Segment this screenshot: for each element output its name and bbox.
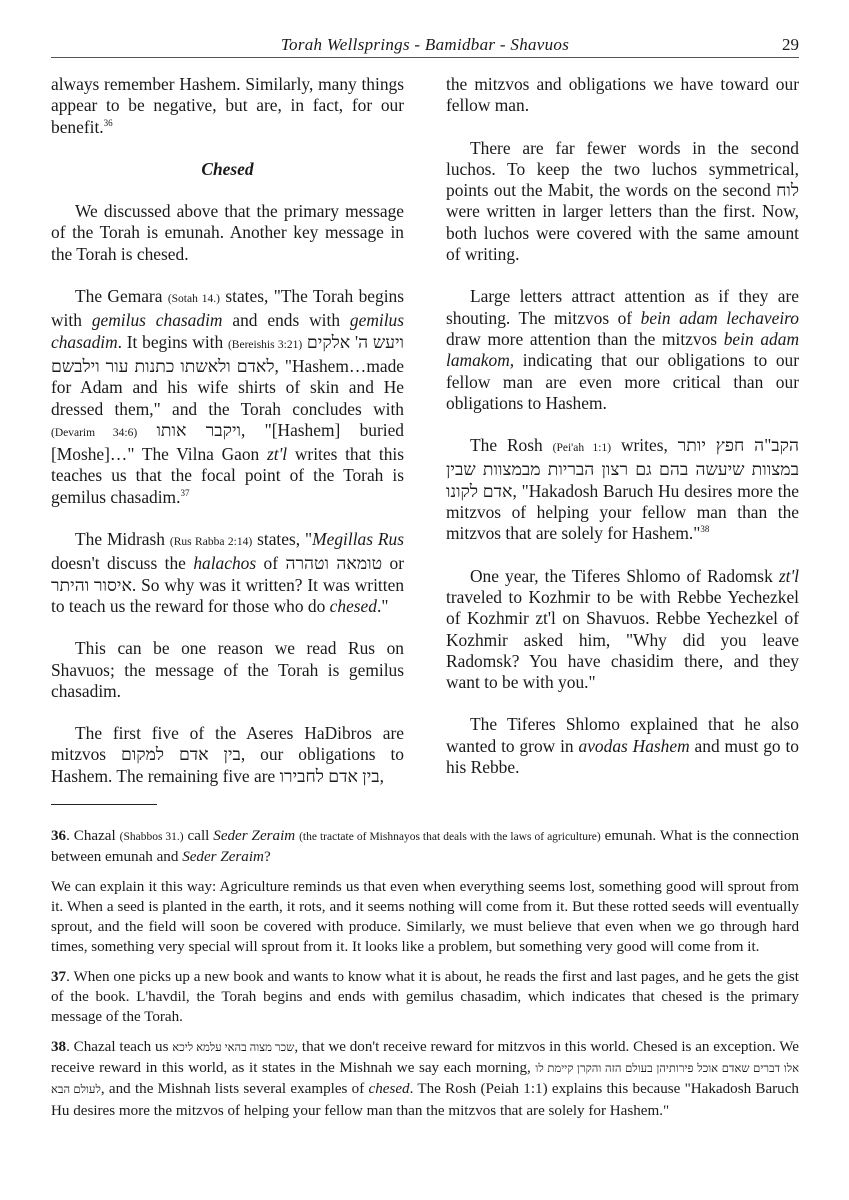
term: Seder Zeraim bbox=[182, 849, 264, 866]
term: halachos bbox=[193, 553, 257, 574]
paragraph: There are far fewer words in the second luchos. To keep the two luchos symmetrical, points out the Mabit, the words on the second לוח were written in larger letters than the first. Now, both luchos were covered with the same amount of writing. bbox=[446, 137, 799, 265]
text: emunah. What is the connection between emunah and bbox=[51, 828, 799, 866]
text: The Gemara bbox=[75, 286, 168, 307]
text: The Midrash bbox=[75, 529, 170, 550]
footnote-ref: 37 bbox=[180, 487, 190, 498]
paragraph bbox=[51, 286, 404, 508]
term: bein adam lamakom, bbox=[446, 328, 800, 371]
footnote-ref: 36 bbox=[103, 117, 113, 128]
text: , and the Mishnah lists several examples of bbox=[100, 1081, 369, 1098]
term: gemilus chasadim bbox=[51, 310, 405, 352]
text: The Tiferes Shlomo explained that he also wanted to grow in bbox=[446, 714, 799, 756]
text: . It begins with bbox=[117, 331, 228, 352]
footnote-ref: 38 bbox=[700, 524, 710, 535]
text: ויעש ה' אלקים לאדם ולאשתו כתנות עור וילבשם, "Hashem…made for Adam and his wife shirts of skin and He dressed them," and the Torah concludes with bbox=[51, 331, 404, 419]
source-ref: (Shabbos 31.) bbox=[119, 831, 184, 843]
paragraph bbox=[446, 714, 799, 778]
text: and must go to his Rebbe. bbox=[446, 735, 799, 778]
text: ויקבר אותו, "[Hashem] buried [Moshe]…" The Vilna Gaon bbox=[51, 419, 405, 465]
paragraph: This can be one reason we read Rus on Shavuos; the message of the Torah is gemilus chasadim. bbox=[51, 638, 404, 701]
text: call bbox=[183, 828, 214, 844]
text: , that we don't receive reward for mitzvos in this world. Chesed is an exception. We receive reward in this world, as it states in the Mishnah we say each morning, bbox=[51, 1038, 799, 1076]
paragraph: the mitzvos and obligations we have toward our fellow man. bbox=[446, 74, 799, 116]
footnote-37 bbox=[51, 967, 799, 1028]
paragraph bbox=[51, 529, 404, 617]
text: . The Rosh bbox=[409, 1081, 481, 1098]
text: and ends with bbox=[222, 310, 350, 331]
text: states, "The Torah begins with bbox=[51, 286, 404, 331]
term: chesed bbox=[368, 1081, 410, 1098]
footnote-38 bbox=[51, 1037, 799, 1121]
term: Megillas Rus bbox=[312, 529, 404, 550]
text: indicating that our obligations to our fellow man are even more critical than our obligations to Hashem. bbox=[446, 350, 799, 413]
section-heading: Chesed bbox=[201, 158, 254, 179]
text: of טומאה וטהרה or איסור והיתר. So why was it written? It was written to teach us the reward for those who do bbox=[51, 553, 405, 616]
footnote-36-continued: We can explain it this way: Agriculture reminds us that even when everything seems lost, something good will sprout from it. When a seed is planted in the earth, it rots, and it seems nothing will come from it. But these rotted seeds will eventually sprout, and the field will soon be covered with produce. Similarly, we must believe that even when we go through hard times, something very special will sprout from it. It looks like a problem, but something very good will come from it. bbox=[51, 878, 799, 956]
footnotes bbox=[51, 826, 799, 1130]
text: writes, הקב"ה חפץ יותר במצוות שיעשה בהם גם רצון הבריות מבמצוות שבין אדם לקונו, "Hakadosh Baruch Hu desires more the mitzvos of helping your fellow man than the mitzvos that are solely for Hashem." bbox=[446, 435, 799, 544]
text: ." bbox=[376, 595, 389, 616]
source-ref: (Bereishis 3:21) bbox=[227, 338, 303, 351]
paragraph bbox=[51, 74, 404, 138]
source-ref: (Devarim 34:6) bbox=[51, 426, 138, 439]
source-ref: (Sotah 14.) bbox=[167, 293, 220, 306]
hebrew-quote: אלו דברים שאדם אוכל פירותיהן בעולם הזה והקרן קיימת לו לעולם הבא bbox=[51, 1062, 799, 1097]
text: writes that this teaches us that the focal point of the Torah is gemilus chasadim. bbox=[51, 444, 404, 507]
term: chesed bbox=[329, 595, 377, 616]
footnote-number: 36 bbox=[51, 828, 67, 844]
text: One year, the Tiferes Shlomo of Radomsk bbox=[470, 565, 779, 586]
text: The Rosh bbox=[470, 435, 553, 456]
running-title: Torah Wellsprings - Bamidbar - Shavuos bbox=[280, 35, 570, 54]
source-ref: (Pei'ah 1:1) bbox=[552, 442, 612, 455]
source-ref: (the tractate of Mishnayos that deals with the laws of agriculture) bbox=[299, 831, 601, 843]
text: ? bbox=[263, 849, 271, 866]
paragraph bbox=[446, 566, 799, 694]
text: draw more attention than the mitzvos bbox=[446, 328, 724, 349]
term: Seder Zeraim bbox=[213, 828, 296, 844]
text: . Chazal bbox=[66, 828, 120, 844]
source-ref: (Peiah 1:1) bbox=[480, 1081, 548, 1098]
right-column bbox=[446, 74, 799, 799]
term: gemilus chasadim bbox=[91, 310, 223, 331]
text: doesn't discuss the bbox=[51, 553, 194, 574]
text: traveled to Kozhmir to be with Rebbe Yechezkel of Kozhmir zt'l on Shavuos. Rebbe Yechezkel of Kozhmir asked him, "Why did you leave Radomsk? You have chasidim there, and they want to be with you." bbox=[446, 586, 799, 693]
text: states, " bbox=[252, 529, 313, 550]
page-number: 29 bbox=[782, 35, 799, 54]
term: zt'l bbox=[266, 444, 288, 465]
paragraph: The first five of the Aseres HaDibros are mitzvos בין אדם למקום, our obligations to Hashem. The remaining five are בין אדם לחבירו, bbox=[51, 723, 404, 786]
footnote-36 bbox=[51, 826, 799, 868]
paragraph: We discussed above that the primary message of the Torah is emunah. Another key message in the Torah is chesed. bbox=[51, 201, 404, 264]
term: zt'l bbox=[778, 565, 799, 586]
paragraph bbox=[446, 286, 799, 414]
text: . Chazal teach us bbox=[66, 1038, 173, 1055]
footnote-number: 38 bbox=[51, 1038, 67, 1055]
text: always remember Hashem. Similarly, many things appear to be negative, but are, in fact, for our benefit. bbox=[51, 74, 404, 137]
term: bein adam lechaveiro bbox=[640, 307, 799, 328]
hebrew-quote: שכר מצוה בהאי עלמא ליכא bbox=[172, 1041, 295, 1054]
page-header bbox=[51, 33, 799, 58]
footnote-number: 37 bbox=[51, 968, 67, 985]
left-column bbox=[51, 74, 404, 808]
text: Large letters attract attention as if they are shouting. The mitzvos of bbox=[446, 286, 799, 328]
term: avodas Hashem bbox=[578, 735, 690, 756]
footnote-divider bbox=[51, 804, 157, 805]
text: . When one picks up a new book and wants to know what it is about, he reads the first and last pages, and he gets the gist of the book. L'havdil, the Torah begins and ends with gemilus chasadim, which indicates that chesed is the primary message of the Torah. bbox=[51, 968, 799, 1026]
source-ref: (Rus Rabba 2:14) bbox=[169, 536, 253, 549]
text: explains this because "Hakadosh Baruch Hu desires more the mitzvos of helping your fellow man than the mitzvos that are solely for Hashem." bbox=[51, 1081, 799, 1119]
paragraph bbox=[446, 435, 799, 544]
